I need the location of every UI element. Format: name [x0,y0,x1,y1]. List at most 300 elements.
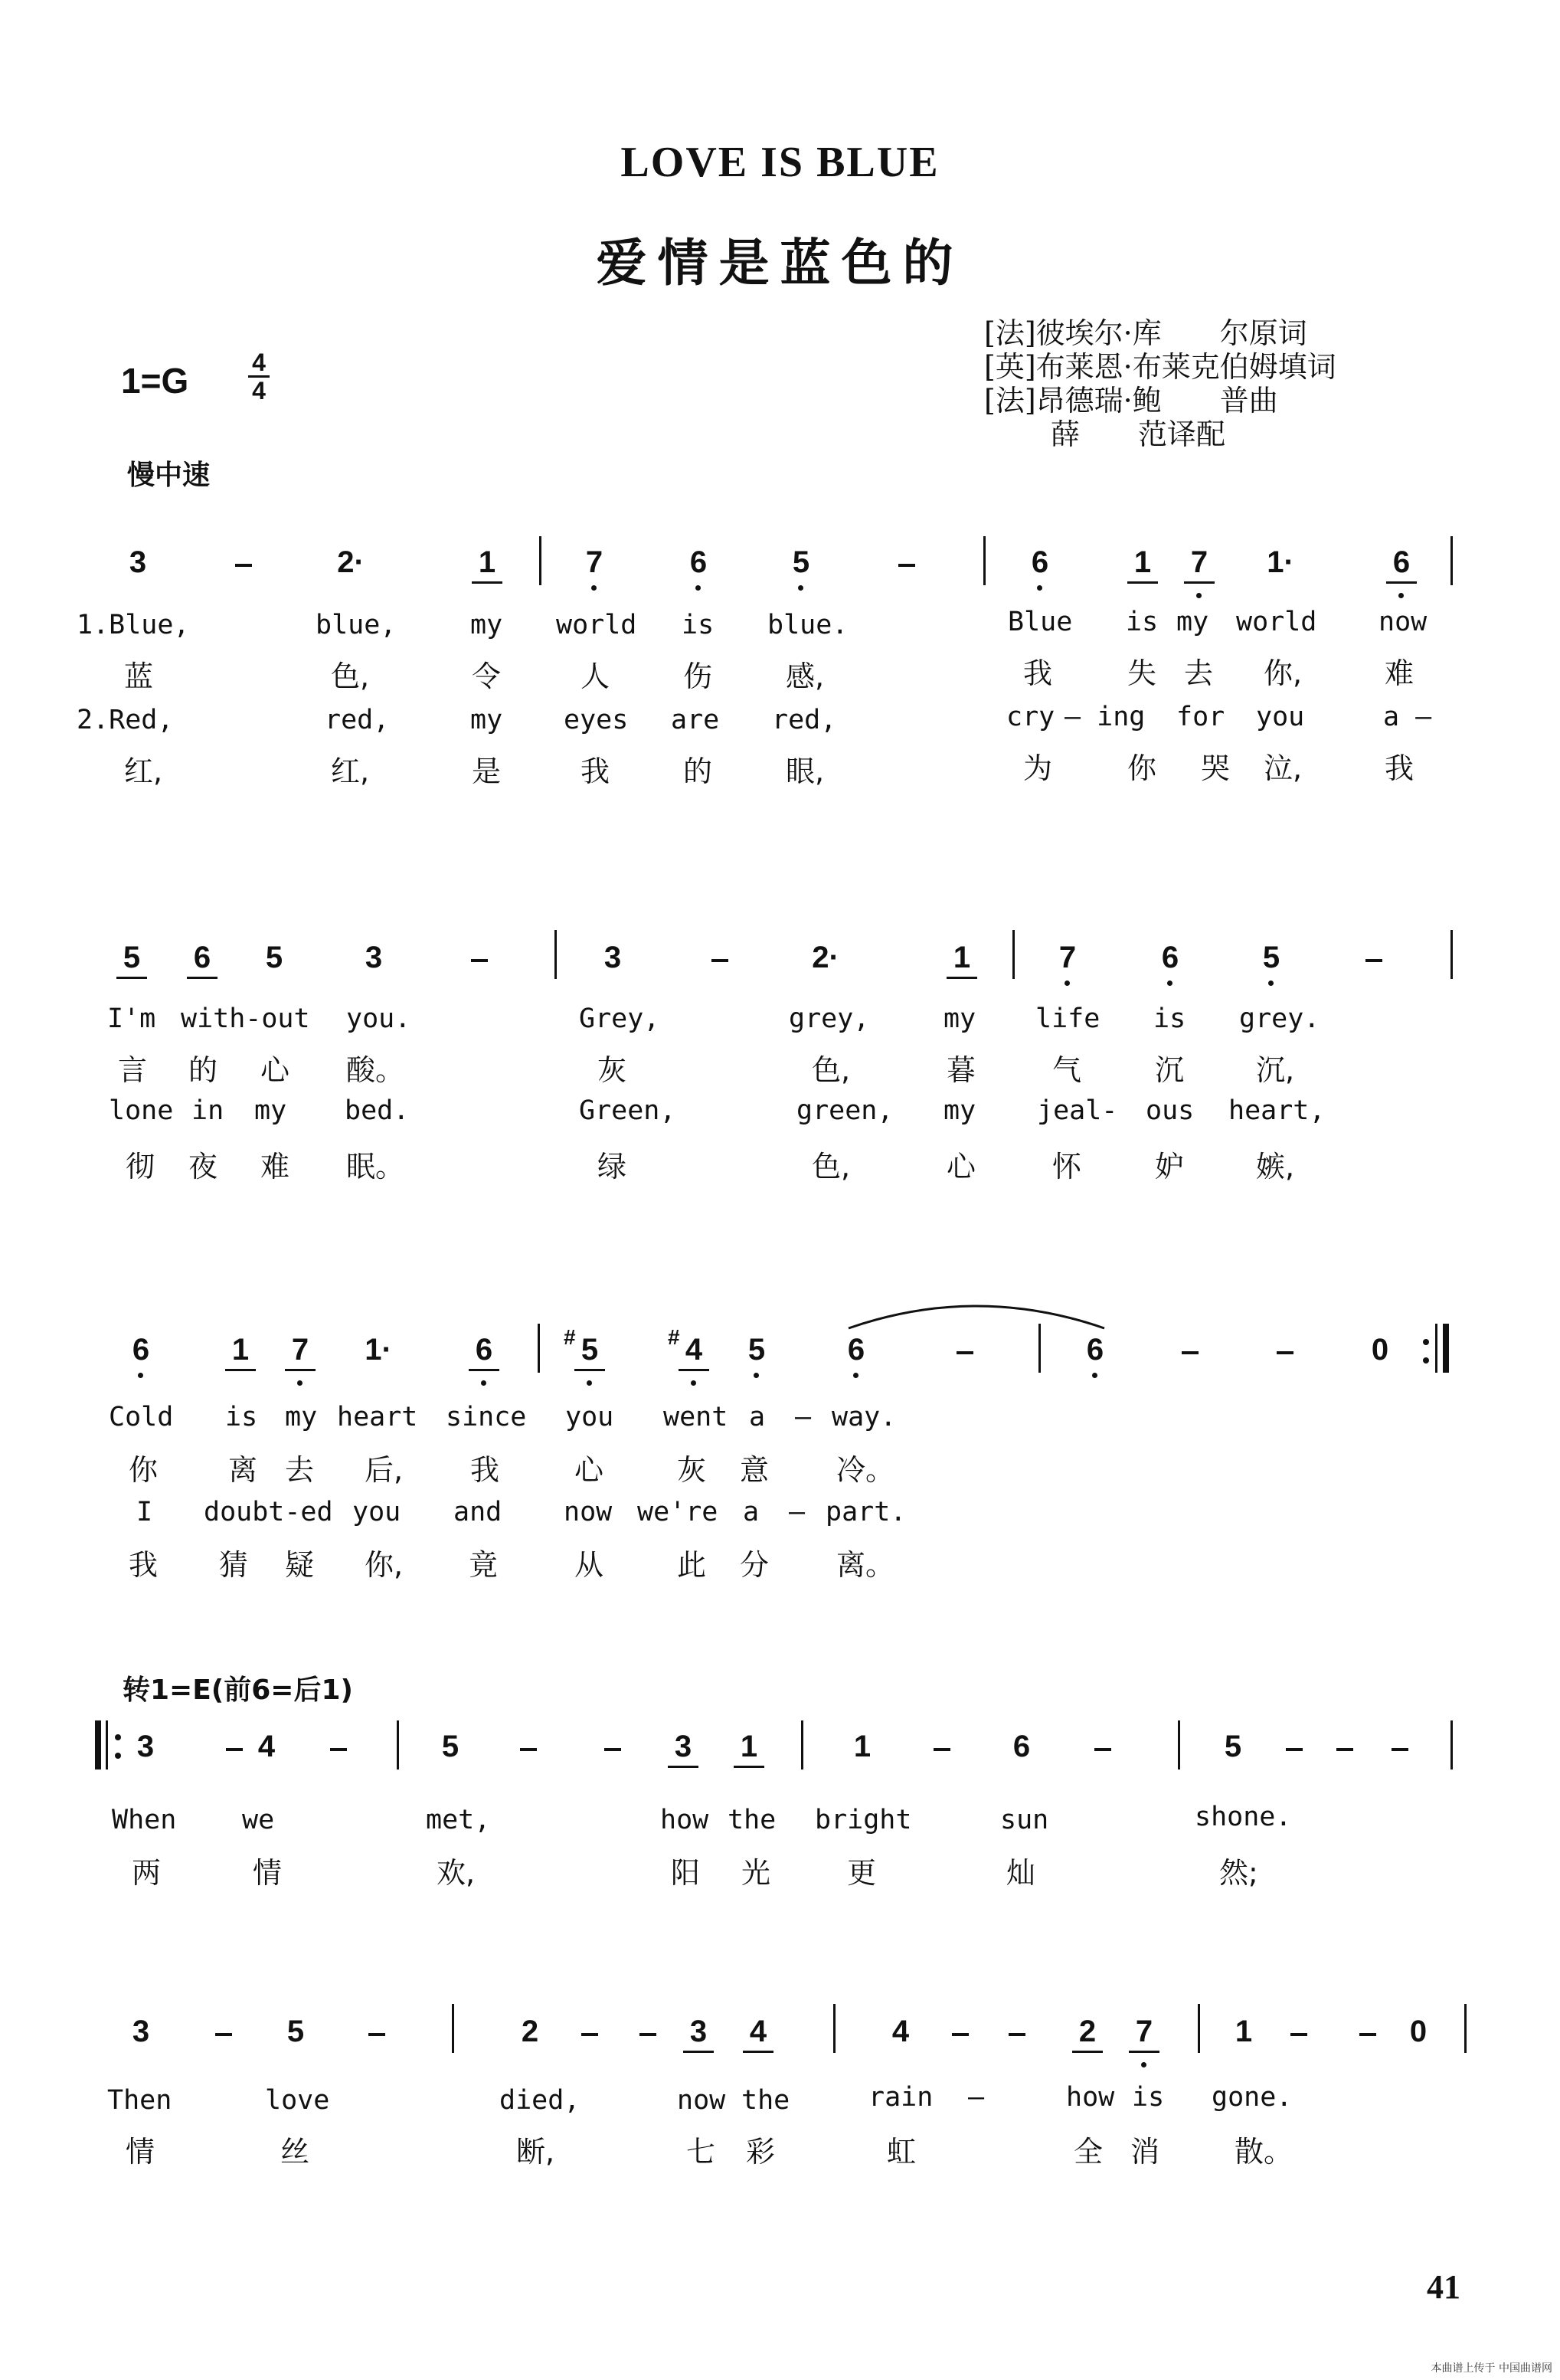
lyric: 酸。 [346,1053,405,1087]
note: 3 [668,1730,698,1768]
barline [1435,1324,1437,1373]
note [1386,545,1417,584]
lyric: part. [826,1497,907,1527]
note: 6 [1012,1730,1031,1763]
credit-translator: 薛 范译配 [1051,417,1226,451]
low-dot [587,1380,592,1386]
note [668,1325,709,1371]
lyric: 更 [847,1856,877,1890]
lyric: 断, [516,2135,555,2169]
note: 1 [1235,2015,1253,2048]
lyric: 你 [1127,751,1157,785]
barline [106,1720,108,1769]
lyric: went [663,1402,728,1432]
lyric: 伤 [683,660,713,693]
lyric: 彩 [746,2135,776,2169]
note [1155,941,1186,975]
note: 5 [441,1730,459,1763]
lyric: my [944,1003,976,1034]
lyric: I'm [107,1003,156,1034]
lyric: rain [868,2082,934,2113]
lyric: Blue [1008,607,1073,637]
note-value: 6 [132,1333,150,1367]
lyric: 色, [812,1150,851,1183]
lyric: 怀 [1052,1150,1082,1183]
sharp-sign: # [668,1325,680,1349]
barline [452,2004,454,2053]
lyric: 灿 [1006,1856,1036,1890]
lyric: 绿 [597,1150,627,1183]
lyric: you [1256,702,1305,732]
credit-english-lyricist: [英]布莱恩·布莱克伯姆填词 [984,350,1336,384]
note [579,545,610,580]
note: 3 [365,941,383,974]
lyric: 2.Red, [77,705,174,735]
note: 3 [132,2015,150,2048]
lyric: I [136,1497,153,1527]
note: 4 [891,2015,910,2048]
dash [368,2033,385,2036]
meter-bottom: 4 [252,377,266,404]
low-dot [1196,593,1202,598]
note: 2· [812,941,839,974]
lyric: 你, [365,1548,404,1582]
dash [1182,1351,1199,1354]
note: 3 [603,941,622,974]
lyric: 情 [253,1856,283,1890]
note: 5 [1224,1730,1242,1763]
lyric: now [564,1497,613,1527]
lyric: since [446,1402,527,1432]
note-value: 6 [1031,545,1049,579]
lyric: 言 [118,1053,148,1087]
lyric: 疑 [285,1548,315,1582]
note [126,1333,156,1367]
lyric: 彻 [126,1150,155,1183]
lyric: my [285,1402,318,1432]
lyric: world [1236,607,1317,637]
lyric: 沉 [1155,1053,1185,1087]
low-dot [853,1373,858,1378]
lyric: Then [107,2085,172,2116]
lyric: 我 [1385,751,1414,785]
lyric: 妒 [1155,1150,1185,1183]
barline [1178,1720,1180,1769]
lyric: grey, [789,1003,870,1034]
final-barline [1443,1324,1449,1373]
tie-curve [842,1295,1110,1333]
lyric: 丝 [280,2135,310,2169]
note [1256,941,1287,975]
note [1265,545,1296,580]
lyric: bright [815,1805,912,1835]
lyric: 离 [228,1453,258,1487]
lyric: the [728,1805,777,1835]
lyric: 令 [472,660,502,693]
lyric: my [1176,607,1209,637]
lyric: sun [1000,1805,1049,1835]
modulation-marking: 转1=E(前6=后1) [123,1675,353,1706]
footer-watermark: 本曲谱上传于 中国曲谱网 [1431,2362,1552,2375]
lyric: green, [796,1095,894,1126]
lyric: 然; [1219,1856,1258,1890]
note: 0 [1371,1333,1389,1367]
lyric: 嫉, [1256,1150,1295,1183]
lyric: grey. [1239,1003,1320,1034]
lyric: blue, [316,610,397,640]
dash [520,1748,537,1751]
dash [1392,1748,1408,1751]
lyric: – [789,1497,806,1527]
note: 3 [129,545,147,579]
lyric: 是 [472,755,502,788]
low-dot [481,1380,486,1386]
note-value: 6 [475,1333,493,1367]
lyric: 红, [331,755,370,788]
lyric: 灰 [677,1453,707,1487]
note [741,1333,772,1367]
lyric: 色, [331,660,370,693]
dash [952,2033,969,2036]
low-dot [297,1380,303,1386]
lyric: are [671,705,720,735]
barline [833,2004,836,2053]
lyric: 猜 [219,1548,249,1582]
lyric: my [944,1095,976,1126]
lyric: 感, [786,660,825,693]
lyric: eyes [564,705,629,735]
lyric: 哭 [1201,751,1231,785]
dash [1365,959,1382,962]
barline [801,1720,803,1769]
dash [1336,1748,1353,1751]
note [564,1325,605,1371]
note-value: 6 [689,545,708,579]
lyric: world [556,610,637,640]
lyric: and [453,1497,502,1527]
note [1080,1333,1110,1367]
lyric: you [352,1497,401,1527]
lyric: bed. [345,1095,410,1126]
low-dot [1398,593,1404,598]
lyric: is [1126,607,1159,637]
lyric: 你 [129,1453,159,1487]
lyric: in [191,1095,224,1126]
dash [898,564,915,567]
lyric: – [795,1402,812,1432]
lyric: blue. [767,610,849,640]
note: 4 [257,1730,276,1763]
lyric: 散。 [1235,2135,1293,2169]
lyric: 你, [1264,656,1303,690]
lyric: 心 [260,1053,290,1087]
lyric: is [225,1402,258,1432]
note: 1 [947,941,977,979]
note: 0 [1409,2015,1428,2048]
lyric: Cold [109,1402,174,1432]
note: 3 [683,2015,714,2053]
lyric: 冷。 [836,1453,895,1487]
note: 2 [521,2015,539,2048]
lyric: 暮 [947,1053,976,1087]
note: 1 [1127,545,1158,584]
title-english: LOVE IS BLUE [620,139,940,186]
note [841,1333,872,1367]
lyric: met, [426,1805,491,1835]
low-dot [1167,980,1172,986]
lyric: my [254,1095,287,1126]
lyric: 虹 [887,2135,917,2169]
lyric: 难 [260,1150,290,1183]
note: 5 [286,2015,305,2048]
note: 1 [734,1730,764,1768]
lyric: – ing [1065,702,1146,732]
dash [471,959,488,962]
note [1129,2015,1159,2053]
sharp-sign: # [564,1325,576,1349]
dash [934,1748,950,1751]
lyric: 分 [740,1548,770,1582]
lyric: 后, [365,1453,404,1487]
note [469,1333,499,1371]
dash [235,564,252,567]
dash [1359,2033,1376,2036]
lyric: we're [637,1497,718,1527]
lyric: is [682,610,715,640]
barline [538,1324,540,1373]
lyric: is [1153,1003,1186,1034]
lyric: my [470,705,503,735]
note-value: 7 [1190,545,1208,579]
lyric: 心 [574,1453,604,1487]
note-value: 5 [747,1333,766,1367]
lyric: doubt-ed [204,1497,333,1527]
lyric: 光 [741,1856,771,1890]
lyric: gone. [1212,2082,1293,2113]
dash [639,2033,656,2036]
lyric: 从 [574,1548,604,1582]
lyric: a [743,1497,760,1527]
note [1184,545,1215,584]
barline [554,930,557,979]
lyric: how [1066,2082,1115,2113]
barline [1464,2004,1467,2053]
note [1052,941,1083,975]
note-value: 7 [1058,941,1077,974]
lyric: you [565,1402,614,1432]
low-dot [1092,1373,1097,1378]
barline [983,536,986,585]
lyric: 红, [124,755,163,788]
lyric: with-out [181,1003,310,1034]
lyric: 色, [812,1053,851,1087]
lyric: red, [325,705,390,735]
lyric: lone [109,1095,174,1126]
lyric: 意 [740,1453,770,1487]
note: 6 [187,941,217,979]
lyric: way. [832,1402,897,1432]
lyric: 我 [581,755,610,788]
note-value: 6 [1161,941,1179,974]
lyric: how [660,1805,709,1835]
barline [1450,1720,1453,1769]
dash [581,2033,598,2036]
note-value: 6 [1086,1333,1104,1367]
lyric: love [265,2085,330,2116]
lyric: a [749,1402,766,1432]
lyric: died, [499,2085,581,2116]
lyric: now [677,2085,726,2116]
lyric: 此 [677,1548,707,1582]
lyric: 沉, [1256,1053,1295,1087]
lyric: 的 [683,755,713,788]
lyric: shone. [1195,1802,1292,1832]
lyric: the [741,2085,790,2116]
dash [957,1351,973,1354]
dash [1277,1351,1293,1354]
low-dot [591,585,597,591]
lyric: – [968,2082,985,2113]
lyric: 七 [686,2135,716,2169]
lyric: 难 [1385,656,1414,690]
dash [1290,2033,1307,2036]
lyric: ous [1146,1095,1195,1126]
lyric: 眼, [786,755,825,788]
lyric: Grey, [579,1003,660,1034]
lyric: for [1176,702,1225,732]
lyric: 去 [1184,656,1214,690]
note [1025,545,1055,580]
low-dot [1037,585,1042,591]
dash [226,1748,243,1751]
lyric: 欢, [437,1856,476,1890]
dash [711,959,728,962]
key-signature: 1=G [121,361,189,401]
note [683,545,714,580]
low-dot [138,1373,143,1378]
lyric: is [1132,2082,1165,2113]
note-value: 2· [337,545,365,579]
note-value: 5 [1262,941,1280,974]
barline [1450,536,1453,585]
dash [330,1748,347,1751]
lyric: 气 [1052,1053,1082,1087]
lyric: 失 [1127,656,1157,690]
barline [1012,930,1015,979]
note [285,1333,316,1371]
title-chinese: 爱情是蓝色的 [596,234,964,293]
barline [397,1720,399,1769]
tempo-marking: 慢中速 [127,460,211,491]
lyric: 情 [126,2135,155,2169]
lyric: you. [346,1003,411,1034]
lyric: red, [772,705,837,735]
credit-lyricist: [法]彼埃尔·库 尔原词 [984,316,1307,350]
note-value: 7 [1135,2015,1153,2048]
lyric: 我 [470,1453,500,1487]
lyric: 竟 [469,1548,499,1582]
note-value: 6 [847,1333,865,1367]
low-dot [798,585,803,591]
lyric: 离。 [836,1548,895,1582]
lyric: 夜 [188,1150,218,1183]
lyric: Green, [579,1095,676,1126]
note: 5 [265,941,283,974]
note-value: 7 [585,545,603,579]
lyric: 眠。 [346,1150,405,1183]
lyric: 人 [581,660,610,693]
page-number: 41 [1427,2268,1460,2306]
note-value: 6 [1392,545,1411,579]
lyric: jeal- [1037,1095,1118,1126]
lyric: 阳 [671,1856,701,1890]
dash [604,1748,621,1751]
note: 2 [1072,2015,1103,2053]
note [786,545,816,580]
low-dot [754,1373,759,1378]
note: 5 [116,941,147,979]
dash [1009,2033,1025,2036]
note: 4 [743,2015,773,2053]
low-dot [1268,980,1274,986]
low-dot [1141,2062,1146,2067]
lyric: heart [337,1402,418,1432]
lyric: a – [1383,702,1432,732]
lyric: we [242,1805,275,1835]
note-value: 5 [581,1333,599,1367]
barline [1198,2004,1200,2053]
low-dot [695,585,701,591]
dash [1094,1748,1111,1751]
lyric: 去 [285,1453,315,1487]
note-value: 4 [685,1333,703,1367]
lyric: 我 [1023,656,1053,690]
lyric: 两 [132,1856,162,1890]
note-value: 5 [792,545,810,579]
note [335,545,366,580]
repeat-start-barline [95,1720,101,1769]
note: 1 [853,1730,872,1763]
lyric: 1.Blue, [77,610,190,640]
lyric: 心 [947,1150,976,1183]
barline [1450,930,1453,979]
dash [215,2033,232,2036]
meter-top: 4 [252,349,266,376]
lyric: 的 [188,1053,218,1087]
time-signature [244,349,274,404]
lyric: my [470,610,503,640]
lyric: 泣, [1264,751,1303,785]
lyric: 灰 [597,1053,627,1087]
lyric: 全 [1074,2135,1104,2169]
lyric: 蓝 [124,660,154,693]
low-dot [691,1380,696,1386]
lyric: 我 [129,1548,159,1582]
lyric: When [112,1805,177,1835]
lyric: now [1378,607,1428,637]
low-dot [1065,980,1070,986]
note-value: 1· [1267,545,1294,579]
dash [1286,1748,1303,1751]
note: 1 [472,545,502,584]
credit-composer: [法]昂德瑞·鲍 普曲 [984,384,1278,417]
barline [539,536,541,585]
lyric: cry [1006,702,1055,732]
lyric: 为 [1023,751,1053,785]
note: 1 [225,1333,256,1371]
note-value: 7 [291,1333,309,1367]
note: 3 [136,1730,155,1763]
